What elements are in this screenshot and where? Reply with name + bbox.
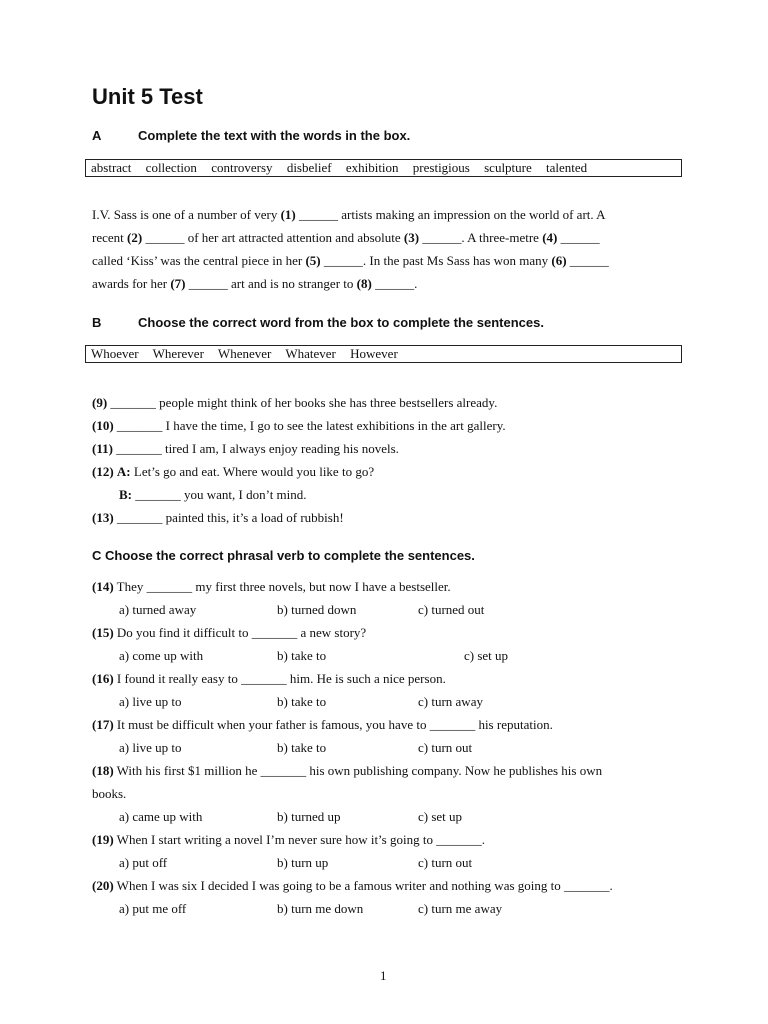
- question-15: (15) Do you find it difficult to _______ a new story?: [92, 625, 367, 640]
- option-b: b) turn me down: [277, 901, 364, 916]
- word-box-item: abstract: [91, 160, 132, 175]
- question-12-b: B: _______ you want, I don’t mind.: [119, 487, 307, 502]
- question-16: (16) I found it really easy to _______ him. He is such a nice person.: [92, 671, 446, 686]
- word-box-item: sculpture: [484, 160, 532, 175]
- question-18: (18) With his first $1 million he _______ his own publishing company. Now he publishes his own: [92, 763, 603, 778]
- section-a-heading: [92, 128, 410, 143]
- option-a: a) came up with: [119, 809, 203, 824]
- passage-line: recent (2) ______ of her art attracted attention and absolute (3) ______. A three-metre (4) ______: [92, 230, 600, 245]
- word-box-item: However: [350, 346, 398, 361]
- passage-line: called ‘Kiss’ was the central piece in her (5) ______. In the past Ms Sass has won many (6) ______: [92, 253, 609, 268]
- question-12: (12) A: Let’s go and eat. Where would you like to go?: [92, 464, 375, 479]
- page-number: 1: [380, 968, 387, 983]
- question-20: (20) When I was six I decided I was going to be a famous writer and nothing was going to _______.: [92, 878, 613, 893]
- option-c: c) turned out: [418, 602, 485, 617]
- question-18-continued: books.: [92, 786, 127, 801]
- option-b: b) turned down: [277, 602, 357, 617]
- question-13: (13) _______ painted this, it’s a load of rubbish!: [92, 510, 344, 525]
- question-14: (14) They _______ my first three novels, but now I have a bestseller.: [92, 579, 451, 594]
- section-b-letter: B: [92, 315, 102, 330]
- passage-line: I.V. Sass is one of a number of very (1) ______ artists making an impression on the world of art. A: [92, 207, 606, 222]
- option-c: c) turn out: [418, 855, 473, 870]
- word-box-item: Whoever: [91, 346, 139, 361]
- word-box-a: [85, 159, 682, 177]
- option-a: a) live up to: [119, 694, 182, 709]
- question-10: (10) _______ I have the time, I go to see the latest exhibitions in the art gallery.: [92, 418, 506, 433]
- question-17: (17) It must be difficult when your father is famous, you have to _______ his reputation.: [92, 717, 553, 732]
- question-9: (9) _______ people might think of her books she has three bestsellers already.: [92, 395, 498, 410]
- word-box-b: [85, 345, 682, 363]
- section-b-instruction: Choose the correct word from the box to complete the sentences.: [138, 315, 544, 330]
- section-c-heading: C Choose the correct phrasal verb to complete the sentences.: [92, 548, 475, 563]
- option-c: c) turn me away: [418, 901, 503, 916]
- question-19: (19) When I start writing a novel I’m never sure how it’s going to _______.: [92, 832, 485, 847]
- option-a: a) live up to: [119, 740, 182, 755]
- word-box-item: prestigious: [412, 160, 470, 175]
- section-b-heading: [92, 315, 544, 330]
- option-b: b) turned up: [277, 809, 341, 824]
- option-a: a) put me off: [119, 901, 187, 916]
- option-b: b) turn up: [277, 855, 329, 870]
- word-box-item: talented: [546, 160, 588, 175]
- option-c: c) set up: [464, 648, 509, 663]
- word-box-item: controversy: [211, 160, 273, 175]
- page-title: Unit 5 Test: [92, 84, 203, 109]
- option-c: c) set up: [418, 809, 463, 824]
- section-a-letter: A: [92, 128, 102, 143]
- option-b: b) take to: [277, 694, 327, 709]
- option-b: b) take to: [277, 648, 327, 663]
- word-box-item: disbelief: [286, 160, 332, 175]
- option-a: a) turned away: [119, 602, 197, 617]
- option-a: a) come up with: [119, 648, 204, 663]
- word-box-item: exhibition: [345, 160, 399, 175]
- question-11: (11) _______ tired I am, I always enjoy reading his novels.: [92, 441, 399, 456]
- passage-line: awards for her (7) ______ art and is no stranger to (8) ______.: [92, 276, 418, 291]
- option-b: b) take to: [277, 740, 327, 755]
- word-box-item: Wherever: [152, 346, 204, 361]
- word-box-item: Whatever: [285, 346, 336, 361]
- word-box-item: collection: [145, 160, 197, 175]
- option-c: c) turn out: [418, 740, 473, 755]
- option-a: a) put off: [119, 855, 168, 870]
- option-c: c) turn away: [418, 694, 483, 709]
- section-a-instruction: Complete the text with the words in the box.: [138, 128, 411, 143]
- word-box-item: Whenever: [217, 346, 272, 361]
